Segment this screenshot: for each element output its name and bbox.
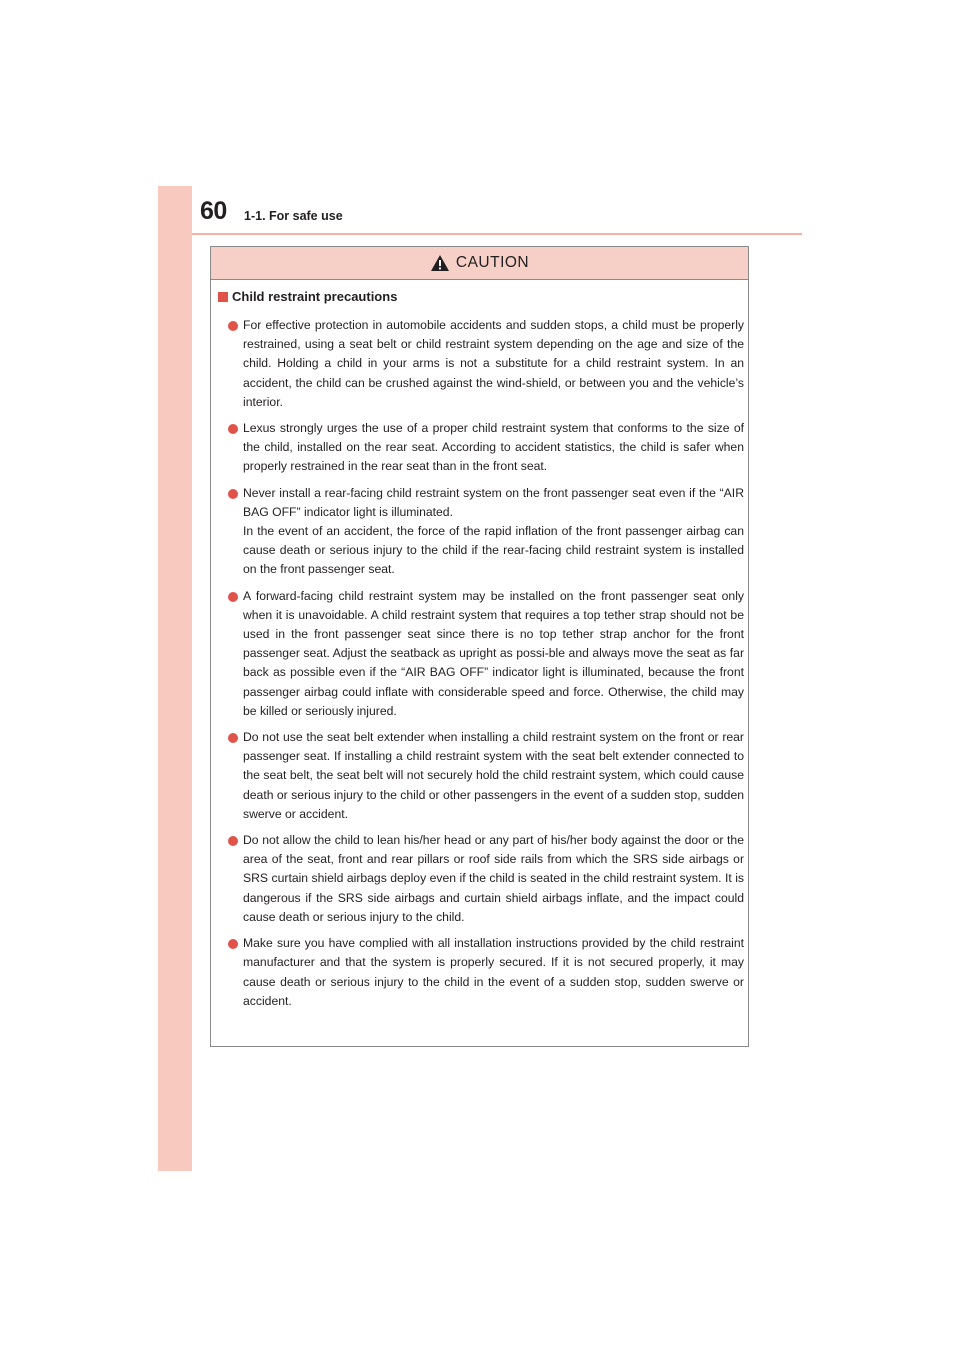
page-side-tab — [158, 186, 192, 1171]
page-number: 60 — [200, 197, 227, 225]
caution-list — [243, 316, 744, 1018]
list-item-text: A forward-facing child restraint system may be installed on the front passenger seat only when it is unavoidable. A child restraint system that requires a top tether strap should not be used in the front passenger seat since there is no top tether strap anchor for the front passenger seat. Adjust the seatback as upright as possi-ble and always move the seat as far back as possible even if the “AIR BAG OFF” indicator light is illuminated, because the front passenger airbag could inflate with considerable speed and force. Otherwise, the child may be killed or seriously injured. — [243, 588, 744, 718]
caution-box — [210, 246, 749, 1047]
list-item — [243, 728, 744, 824]
caution-header — [211, 247, 748, 280]
list-item — [243, 587, 744, 721]
circle-bullet-icon — [228, 939, 238, 949]
child-restraint-precautions-heading — [218, 289, 397, 304]
list-item-text: Never install a rear-facing child restraint system on the front passenger seat even if the “AIR BAG OFF” indicator light is illuminated. — [243, 485, 744, 519]
circle-bullet-icon — [228, 321, 238, 331]
list-item-text-continued: In the event of an accident, the force of the rapid inflation of the front passenger airbag can cause death or serious injury to the child if the rear-facing child restraint system is installed on the front passenger seat. — [243, 524, 744, 577]
warning-triangle-icon — [430, 254, 450, 272]
list-item-text: Do not use the seat belt extender when installing a child restraint system on the front or rear passenger seat. If installing a child restraint system with the seat belt extender connected to the seat belt, the seat belt will not securely hold the child restraint system, which could cause death or serious injury to the child or other passengers in the event of a sudden stop, sudden swerve or accident. — [243, 730, 744, 821]
section-title-text: Child restraint precautions — [232, 289, 398, 304]
list-item — [243, 484, 744, 580]
section-heading: 1-1. For safe use — [244, 209, 343, 223]
list-item — [243, 934, 744, 1011]
circle-bullet-icon — [228, 424, 238, 434]
circle-bullet-icon — [228, 733, 238, 743]
list-item-text: Lexus strongly urges the use of a proper child restraint system that conforms to the size of the child, installed on the rear seat. According to accident statistics, the child is safer when properly restrained in the rear seat than in the front seat. — [243, 421, 744, 474]
square-bullet-icon — [218, 292, 228, 302]
circle-bullet-icon — [228, 836, 238, 846]
list-item-text: Make sure you have complied with all installation instructions provided by the child restraint manufacturer and that the system is properly secured. If it is not secured properly, it may cause death or serious injury to the child in the event of a sudden stop, sudden swerve or accident. — [243, 936, 744, 1008]
circle-bullet-icon — [228, 592, 238, 602]
list-item — [243, 831, 744, 927]
list-item — [243, 419, 744, 477]
header-rule — [192, 233, 802, 235]
circle-bullet-icon — [228, 489, 238, 499]
list-item-text: For effective protection in automobile accidents and sudden stops, a child must be properly restrained, using a seat belt or child restraint system depending on the age and size of the child. Holding a child in your arms is not a substitute for a child restraint system. In an accident, the child can be crushed against the wind-shield, or between you and the vehicle’s interior. — [243, 318, 744, 409]
list-item-text: Do not allow the child to lean his/her head or any part of his/her body against the door or the area of the seat, front and rear pillars or roof side rails from which the SRS side airbags or SRS curtain shield airbags deploy even if the child is seated in the child restraint system. It is dangerous if the SRS side airbags and curtain shield airbags inflate, and the impact could cause death or serious injury to the child. — [243, 833, 744, 924]
list-item — [243, 316, 744, 412]
caution-title: CAUTION — [455, 254, 530, 271]
